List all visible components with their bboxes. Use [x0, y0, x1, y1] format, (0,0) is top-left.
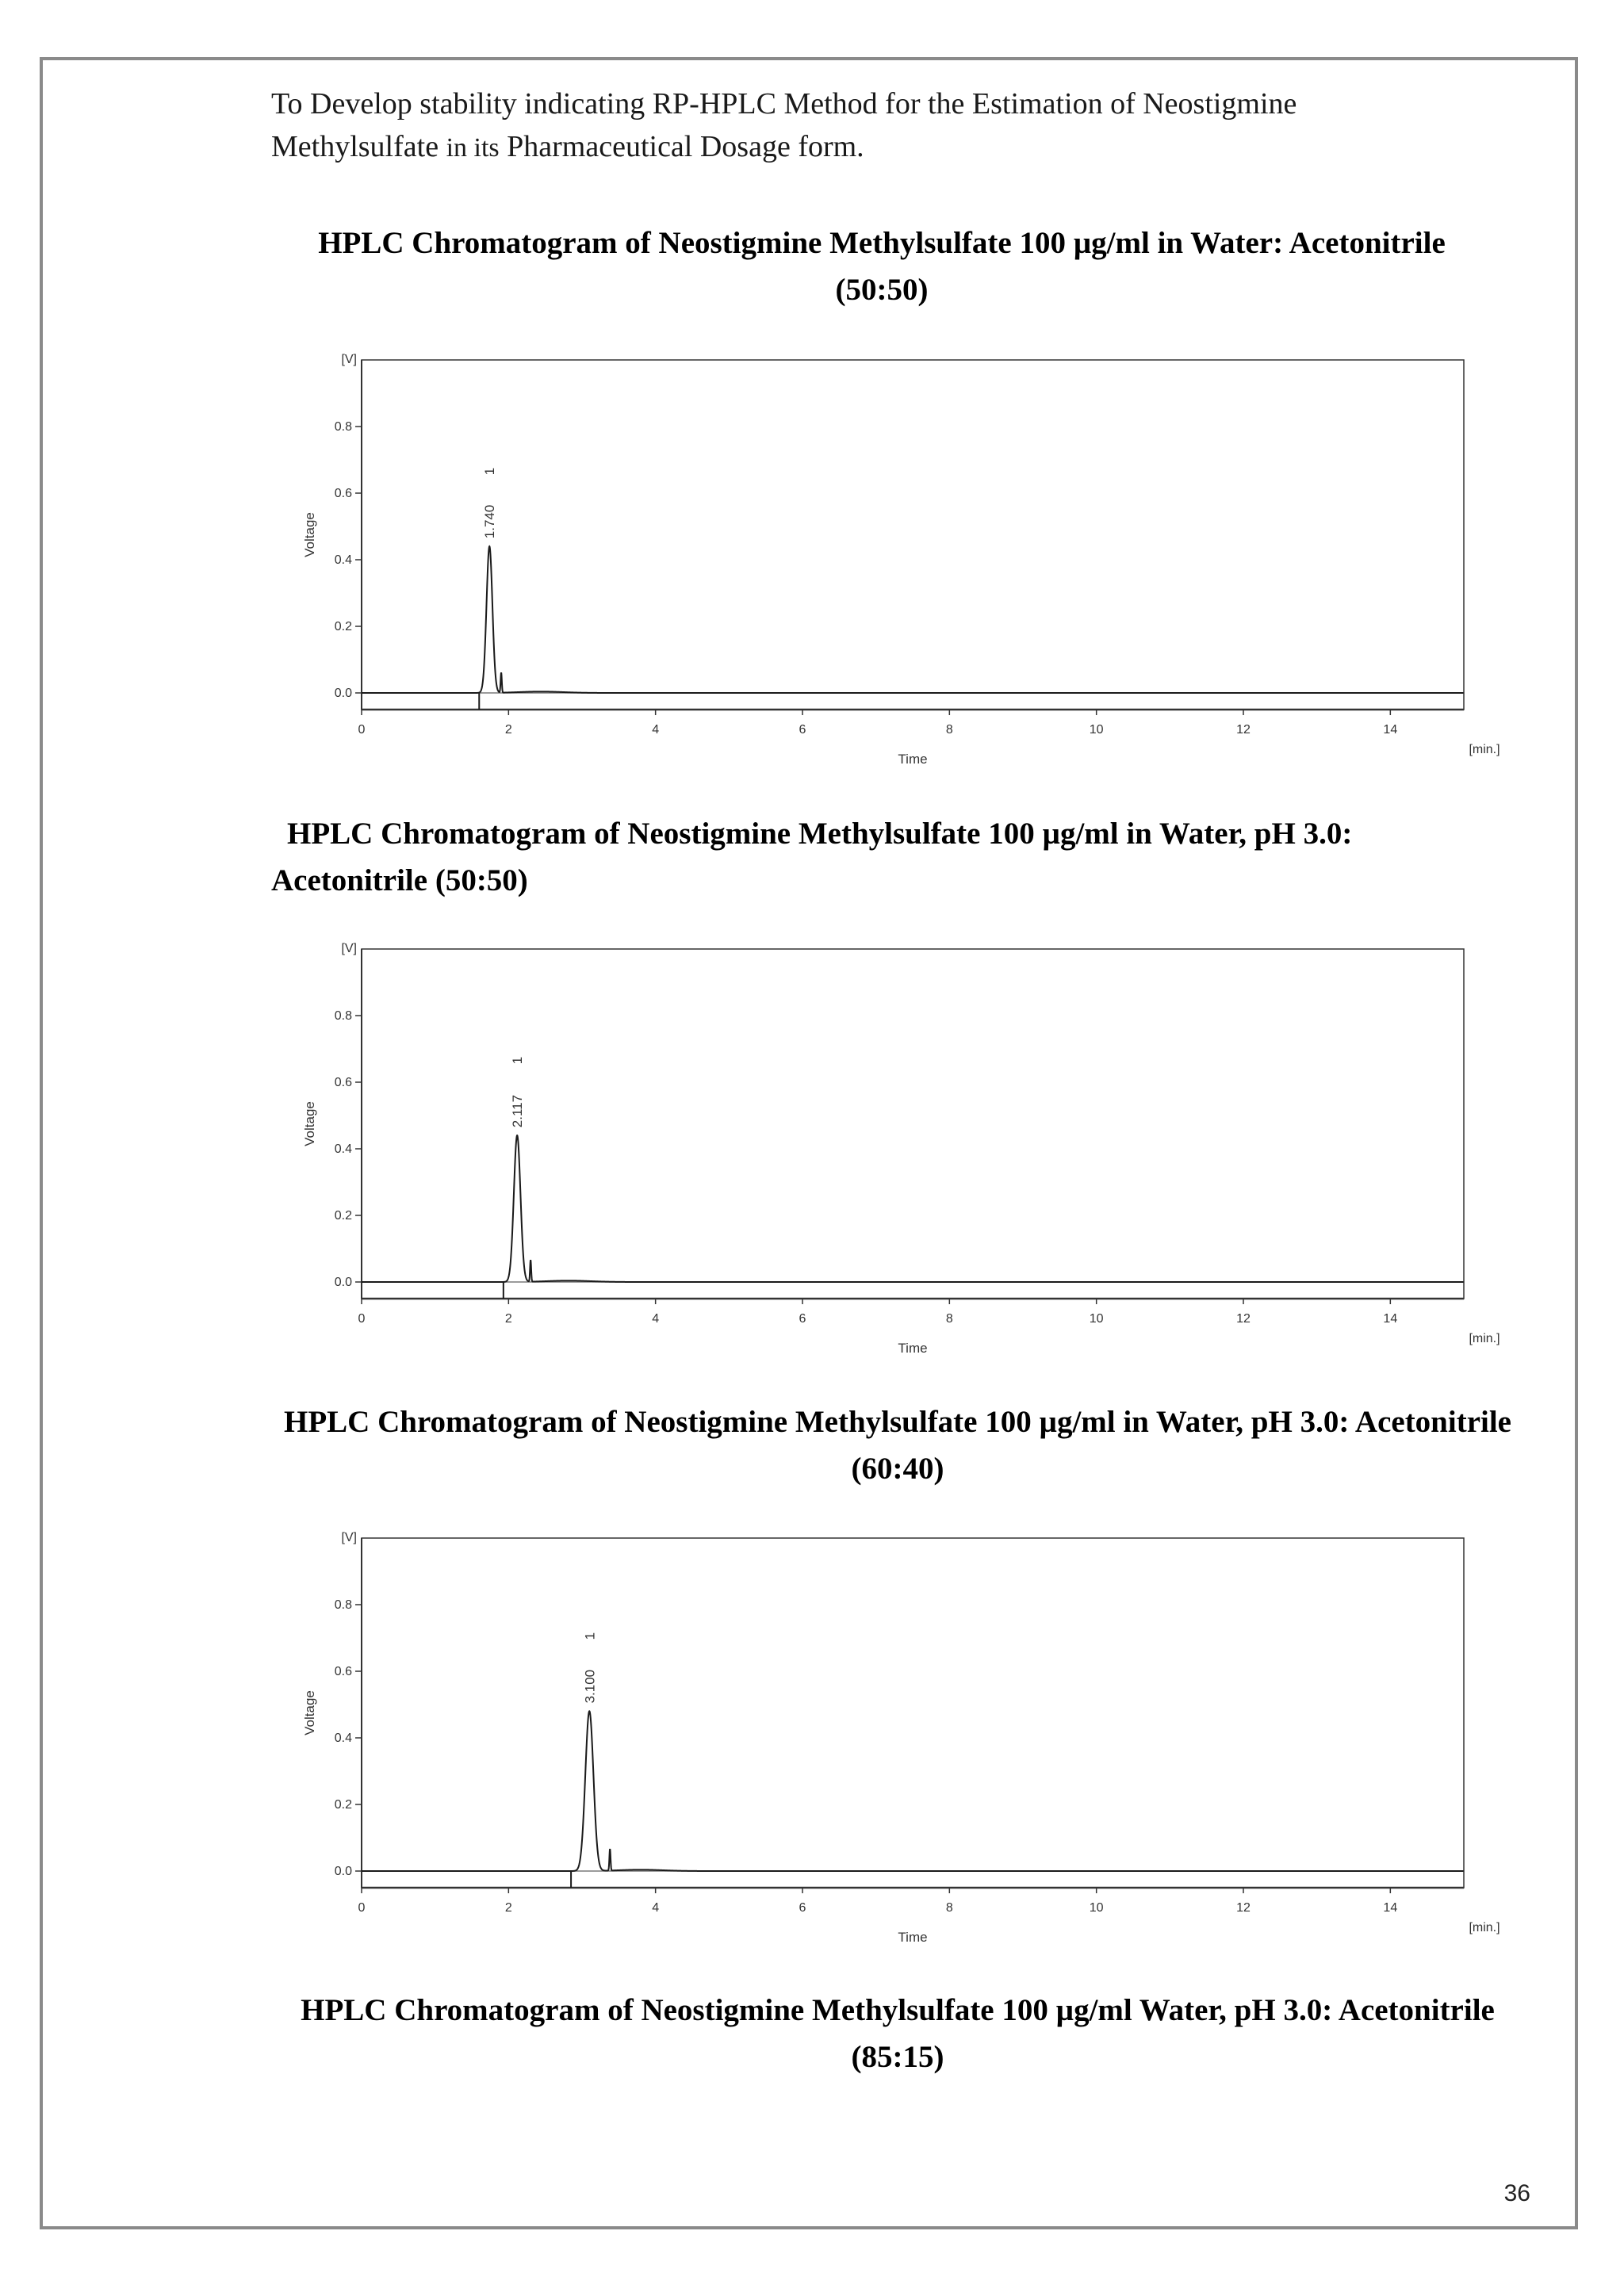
chromatogram-1-x-tick-label: 6: [799, 723, 806, 737]
chromatogram-3-y-unit: [V]: [341, 1531, 357, 1544]
chromatogram-3-x-tick-label: 14: [1383, 1901, 1398, 1915]
chromatogram-1-x-unit: [min.]: [1469, 743, 1500, 756]
chromatogram-3-y-tick-label: 0.6: [334, 1665, 352, 1678]
chromatogram-3-peak-annotation: [582, 1632, 597, 1703]
chromatogram-2-peak-rt-label: 2.117: [510, 1094, 526, 1128]
chromatogram-2-peak-annotation: [510, 1057, 525, 1127]
chromatogram-1-x-tick-label: 4: [652, 723, 660, 737]
chromatogram-3-x-tick-label: 6: [799, 1901, 806, 1915]
chromatogram-3-x-label: Time: [898, 1930, 928, 1945]
chart-2-caption: HPLC Chromatogram of Neostigmine Methylsulfate 100 µg/ml in Water, pH 3.0: Acetonitrile (50:50): [271, 817, 1353, 897]
chromatogram-1-peak-rt-label: 1.740: [482, 504, 498, 539]
chromatogram-3-peak-rt-label: 3.100: [582, 1669, 598, 1704]
chromatogram-1-y-label: Voltage: [302, 512, 317, 557]
chromatogram-3-plot-frame: [362, 1538, 1464, 1888]
chart-1-caption: HPLC Chromatogram of Neostigmine Methylsulfate 100 µg/ml in Water: Acetonitrile (50:50): [318, 226, 1446, 307]
chromatogram-1-y-unit: [V]: [341, 353, 357, 366]
chromatogram-1-y-tick-label: 0.8: [334, 420, 352, 434]
chromatogram-3-x-tick-label: 4: [652, 1901, 660, 1915]
chromatogram-1-x-tick-label: 2: [504, 723, 512, 737]
chromatogram-1-x-tick-label: 8: [945, 723, 953, 737]
chromatogram-2-y-tick-label: 0.6: [334, 1076, 352, 1089]
chromatogram-1-y-tick-label: 0.4: [334, 553, 352, 567]
header-line-1: To Develop stability indicating RP-HPLC Method for the Estimation of Neostigmine: [271, 87, 1297, 121]
chromatogram-2-x-tick-label: 0: [358, 1312, 366, 1326]
chromatogram-1-x-tick-label: 10: [1089, 723, 1104, 737]
chromatogram-2-x-label: Time: [898, 1341, 928, 1356]
chromatogram-1-peak-id-label: 1: [482, 467, 498, 476]
chromatogram-2-y-tick-label: 0.8: [334, 1009, 352, 1023]
page-number: 36: [1503, 2180, 1530, 2206]
chromatogram-2-y-tick-label: 0.4: [334, 1142, 352, 1156]
chromatogram-1-x-tick-label: 12: [1236, 723, 1251, 737]
chromatogram-3-x-tick-label: 0: [358, 1901, 366, 1915]
chromatogram-3-x-tick-label: 2: [504, 1901, 512, 1915]
chromatogram-2-y-tick-label: 0.2: [334, 1209, 352, 1223]
chromatogram-2-x-tick-label: 12: [1236, 1312, 1251, 1326]
chromatogram-3-x-unit: [min.]: [1469, 1921, 1500, 1934]
chromatogram-1-x-label: Time: [898, 752, 928, 767]
chromatogram-3-y-label: Voltage: [302, 1690, 317, 1735]
chromatogram-2-svg: [301, 932, 1500, 1376]
chromatogram-1-peak-annotation: [482, 468, 497, 538]
chromatogram-1-x-tick-label: 0: [358, 723, 366, 737]
header-line-2c: Pharmaceutical Dosage form.: [507, 130, 864, 163]
chromatogram-1-y-tick-label: 0.0: [334, 687, 352, 700]
chromatogram-2-x-tick-label: 14: [1383, 1312, 1398, 1326]
chromatogram-2-x-unit: [min.]: [1469, 1332, 1500, 1345]
chromatogram-1-svg: [301, 342, 1500, 786]
chromatogram-1-plot-frame: [362, 360, 1464, 710]
chromatogram-2-x-tick-label: 10: [1089, 1312, 1104, 1326]
chromatogram-2: [301, 932, 1500, 1376]
chromatogram-2-trace: [362, 1135, 1464, 1282]
chromatogram-3-y-tick-label: 0.8: [334, 1598, 352, 1612]
chromatogram-2-x-tick-label: 6: [799, 1312, 806, 1326]
chromatogram-1: [301, 342, 1500, 786]
chromatogram-1-y-tick-label: 0.6: [334, 487, 352, 500]
chromatogram-3-y-tick-label: 0.2: [334, 1798, 352, 1812]
chromatogram-3: [301, 1521, 1500, 1965]
chromatogram-3-x-tick-label: 10: [1089, 1901, 1104, 1915]
chromatogram-2-x-tick-label: 8: [945, 1312, 953, 1326]
chromatogram-3-peak-id-label: 1: [582, 1632, 598, 1640]
chromatogram-2-peak-id-label: 1: [510, 1056, 526, 1065]
header-line-2b: in its: [446, 133, 500, 163]
chart-4-caption: HPLC Chromatogram of Neostigmine Methylsulfate 100 µg/ml Water, pH 3.0: Acetonitrile (85:15): [301, 1993, 1495, 2074]
chromatogram-1-x-tick-label: 14: [1383, 723, 1398, 737]
chromatogram-3-svg: [301, 1521, 1500, 1965]
chromatogram-3-x-tick-label: 8: [945, 1901, 953, 1915]
chromatogram-3-y-tick-label: 0.0: [334, 1865, 352, 1878]
chromatogram-3-x-tick-label: 12: [1236, 1901, 1251, 1915]
chromatogram-2-plot-frame: [362, 949, 1464, 1299]
chromatogram-3-trace: [362, 1711, 1464, 1871]
chromatogram-2-x-tick-label: 2: [504, 1312, 512, 1326]
chromatogram-1-trace: [362, 546, 1464, 693]
page-header: [271, 82, 1461, 170]
chromatogram-2-y-label: Voltage: [302, 1101, 317, 1146]
chromatogram-2-y-tick-label: 0.0: [334, 1276, 352, 1289]
header-line-2: [271, 125, 1461, 170]
chromatogram-2-x-tick-label: 4: [652, 1312, 660, 1326]
chromatogram-3-y-tick-label: 0.4: [334, 1732, 352, 1745]
chromatogram-1-y-tick-label: 0.2: [334, 620, 352, 633]
chart-3-caption: HPLC Chromatogram of Neostigmine Methylsulfate 100 µg/ml in Water, pH 3.0: Acetonitrile (60:40): [284, 1405, 1511, 1486]
chromatogram-2-y-unit: [V]: [341, 942, 357, 955]
header-line-2a: Methylsulfate: [271, 130, 439, 163]
